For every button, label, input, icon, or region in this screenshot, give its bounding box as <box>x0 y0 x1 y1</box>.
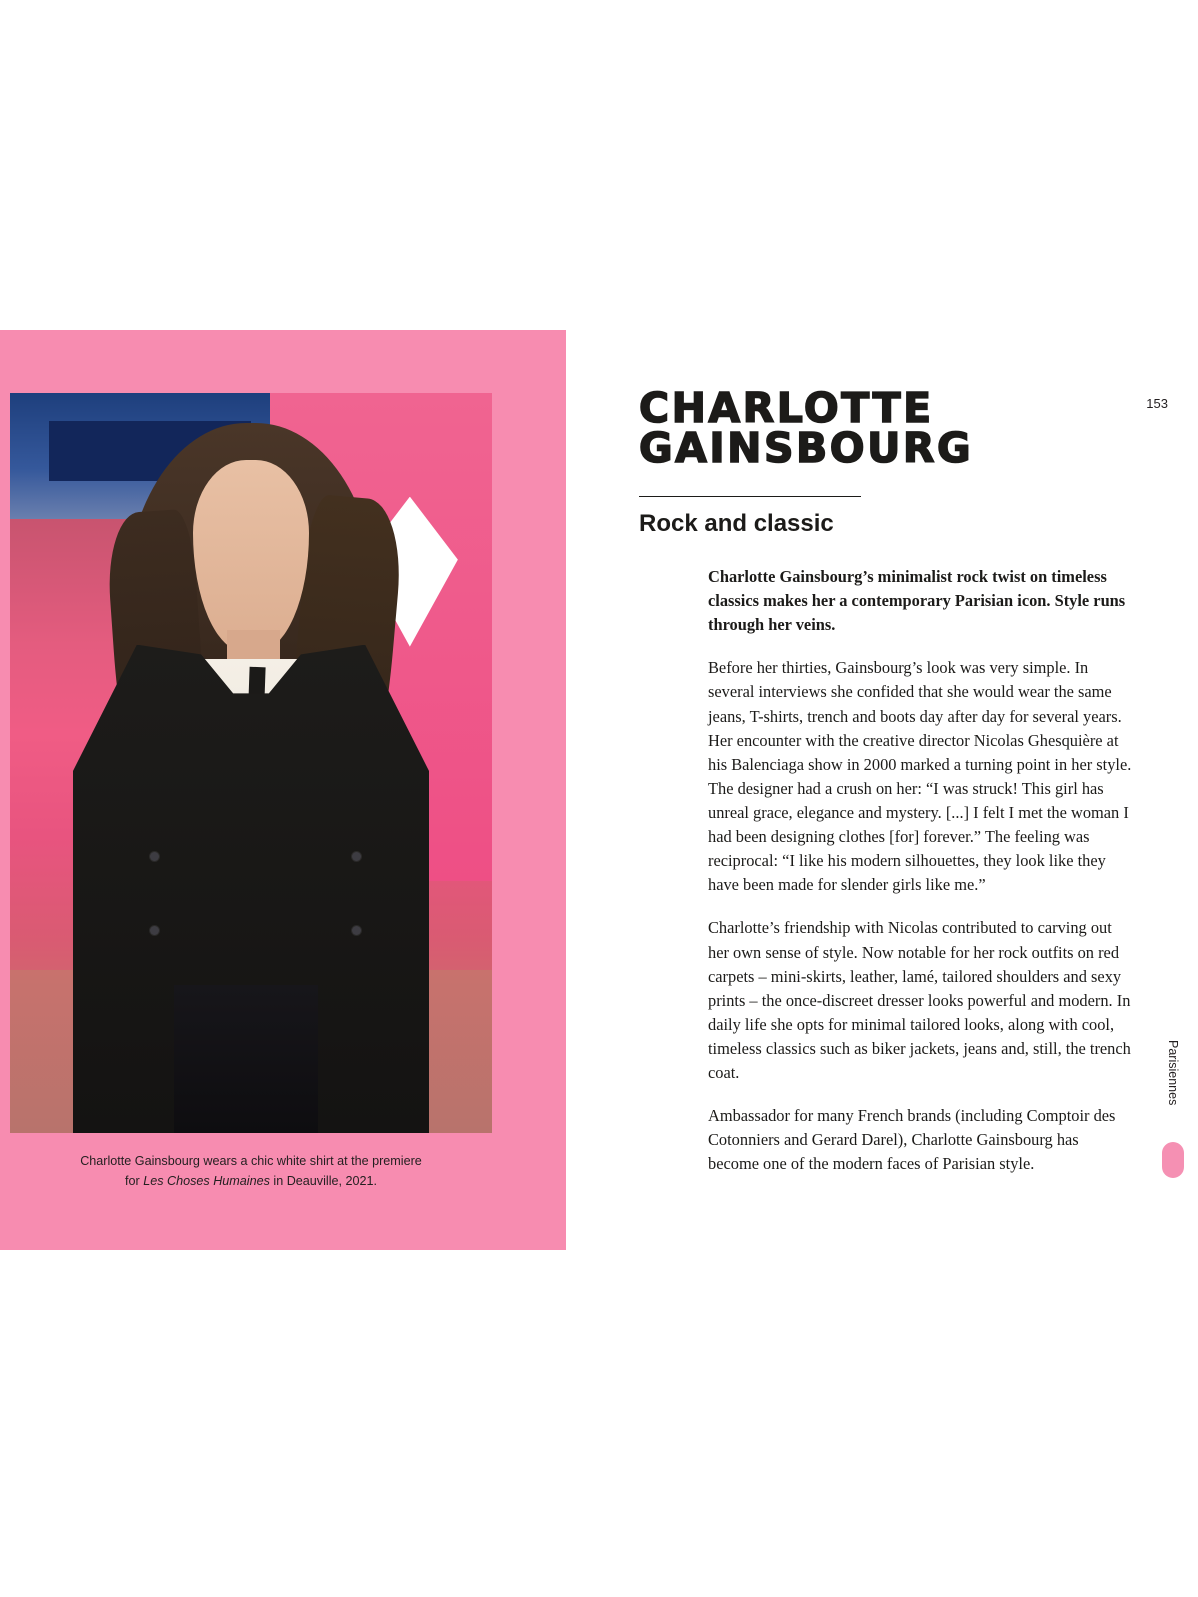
left-photo-page <box>0 330 566 1250</box>
section-marker-dot <box>1162 1142 1184 1178</box>
charlotte-gainsbourg-photo <box>10 393 492 1133</box>
blazer-button <box>150 926 159 935</box>
article-paragraph-lead: Charlotte Gainsbourg’s minimalist rock twist on timeless classics makes her a contemporary Parisian icon. Style runs through her veins. <box>708 567 1126 635</box>
title-line-2: GAINSBOURG <box>639 424 974 473</box>
title-line-1: CHARLOTTE <box>639 384 934 432</box>
subject-trousers <box>174 985 319 1133</box>
article-subtitle: Rock and classic <box>639 510 834 537</box>
caption-line-2-prefix: for <box>124 1173 144 1188</box>
blazer-button <box>150 852 159 861</box>
page-title <box>639 384 1059 473</box>
section-side-tab-label: Parisiennes <box>1166 1040 1180 1106</box>
article-body <box>708 565 1132 1196</box>
photo-caption <box>10 1152 492 1191</box>
title-divider <box>639 496 861 497</box>
article-paragraph: Before her thirties, Gainsbourg’s look was very simple. In several interviews she confided that she would wear the same jeans, T-shirts, trench and boots day after day for several years. Her encounter with the creative director Nicolas Ghesquière at his Balenciaga show in 2000 marked a turning point in her style. The designer had a crush on her: “I was struck! This girl has unreal grace, elegance and mystery. [...] I felt I met the woman I had been designing clothes [for] forever.” The feeling was reciprocal: “I like his modern silhouettes, they look like they have been made for slender girls like me.” <box>708 658 1132 895</box>
blazer-button <box>352 852 361 861</box>
photo-subject <box>10 393 492 1133</box>
blazer-button <box>352 926 361 935</box>
article-paragraph: Ambassador for many French brands (including Comptoir des Cotonniers and Gerard Darel), Charlotte Gainsbourg has become one of the modern faces of Parisian style. <box>708 1106 1116 1174</box>
caption-line-1: Charlotte Gainsbourg wears a chic white shirt at the premiere <box>80 1154 422 1168</box>
right-text-page <box>566 0 1198 1597</box>
caption-italic-title: Les Choses Humaines <box>143 1173 270 1188</box>
article-paragraph: Charlotte’s friendship with Nicolas contributed to carving out her own sense of style. Now notable for her rock outfits on red carpets – mini-skirts, leather, lamé, tailored shoulders and sexy prints – the once-discreet dresser looks powerful and modern. In daily life she opts for minimal tailored looks, along with cool, timeless classics such as biker jackets, jeans and, still, the trench coat. <box>708 918 1131 1083</box>
page-number: 153 <box>1146 396 1168 411</box>
caption-line-2-suffix: in Deauville, 2021. <box>269 1173 378 1188</box>
